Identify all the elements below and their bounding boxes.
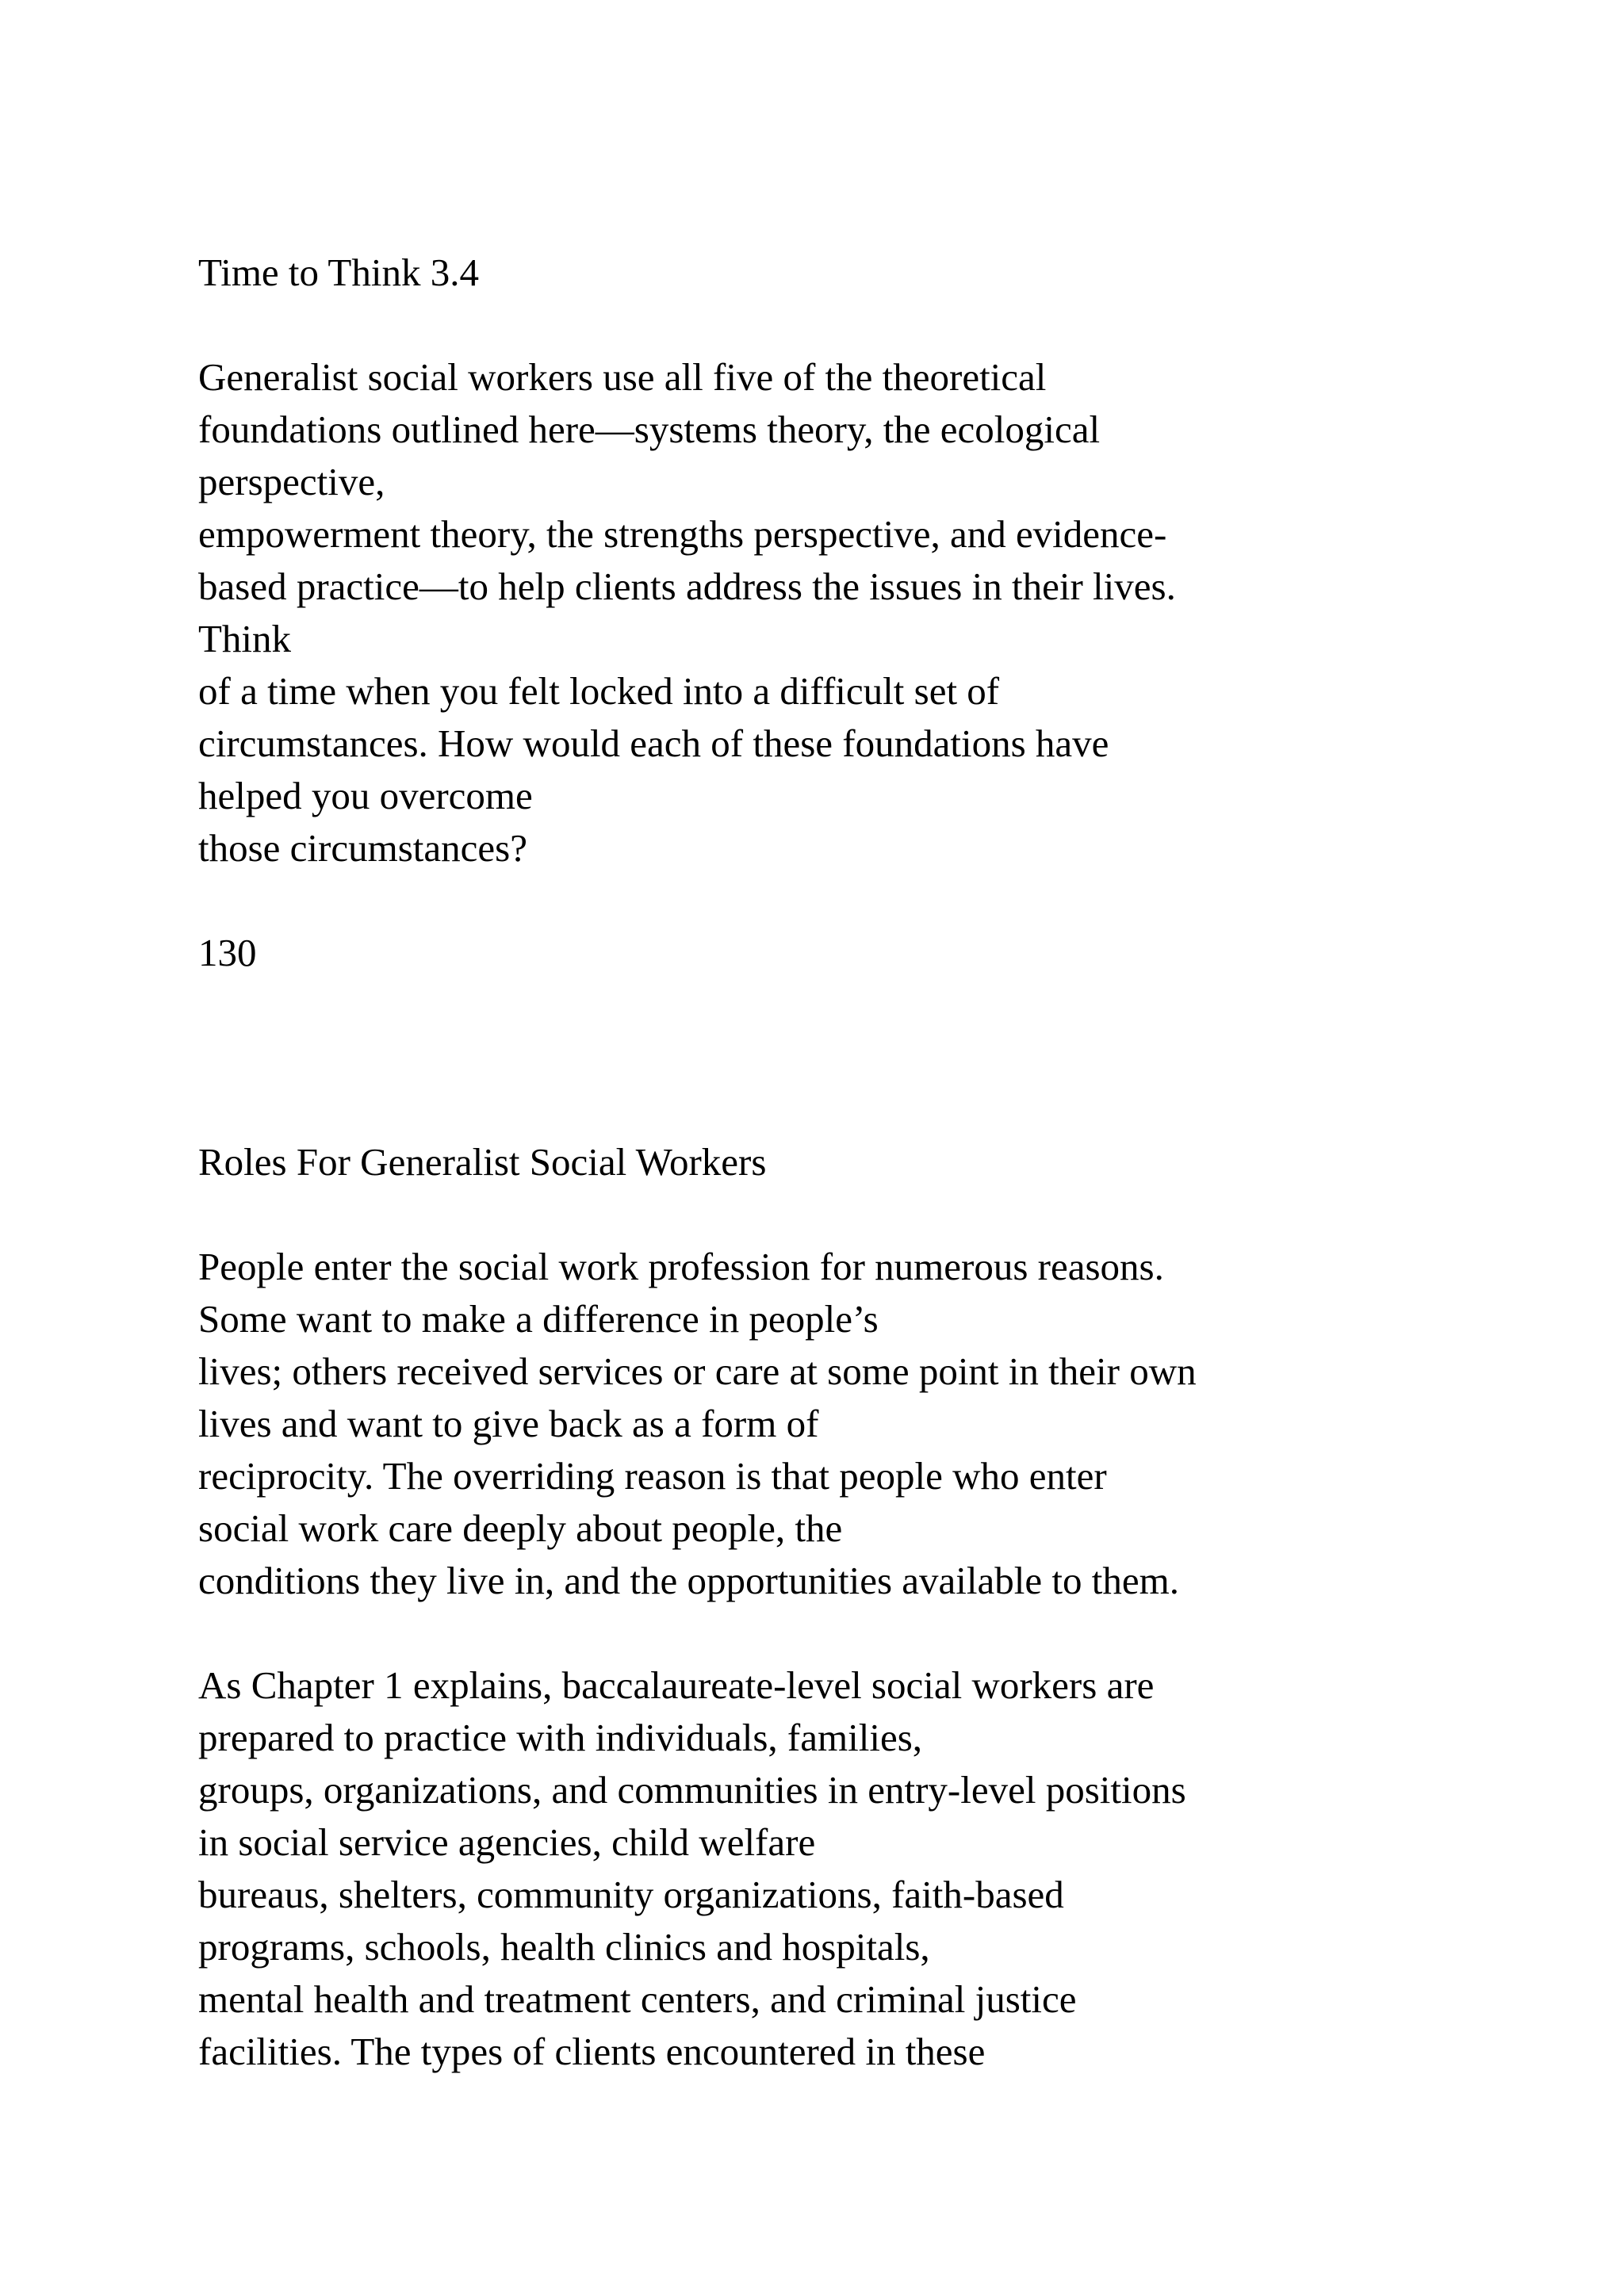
text-line: People enter the social work profession for numerous reasons. <box>198 1245 1164 1288</box>
paragraph-reasons <box>198 1241 1586 1607</box>
page-content <box>198 247 1586 2078</box>
spacer <box>198 874 1586 927</box>
text-line: lives; others received services or care at some point in their own <box>198 1349 1197 1393</box>
paragraph-chapter-1 <box>198 1659 1586 2078</box>
section-heading-roles: Roles For Generalist Social Workers <box>198 1140 767 1184</box>
text-line: social work care deeply about people, the <box>198 1506 843 1550</box>
spacer <box>198 1607 1586 1659</box>
paragraph-time-to-think <box>198 351 1586 874</box>
text-line: based practice—to help clients address the issues in their lives. <box>198 564 1176 608</box>
spacer <box>198 299 1586 351</box>
text-line: empowerment theory, the strengths perspective, and evidence- <box>198 512 1167 556</box>
section-heading-time-to-think: Time to Think 3.4 <box>198 251 479 294</box>
text-line: Generalist social workers use all five of the theoretical <box>198 355 1047 399</box>
text-line: groups, organizations, and communities in entry-level positions <box>198 1768 1186 1812</box>
text-line: facilities. The types of clients encountered in these <box>198 2030 986 2073</box>
text-line: those circumstances? <box>198 826 527 870</box>
spacer <box>198 1188 1586 1241</box>
text-line: As Chapter 1 explains, baccalaureate-level social workers are <box>198 1663 1155 1707</box>
text-line: of a time when you felt locked into a difficult set of <box>198 669 1000 713</box>
text-line: in social service agencies, child welfare <box>198 1820 816 1864</box>
text-line: helped you overcome <box>198 774 533 817</box>
text-line: programs, schools, health clinics and hospitals, <box>198 1925 930 1969</box>
text-line: Some want to make a difference in people’s <box>198 1297 879 1341</box>
text-line: conditions they live in, and the opportunities available to them. <box>198 1559 1179 1602</box>
text-line: perspective, <box>198 460 385 503</box>
text-line: foundations outlined here—systems theory, the ecological <box>198 408 1101 451</box>
page-number: 130 <box>198 931 257 974</box>
text-line: reciprocity. The overriding reason is that people who enter <box>198 1454 1107 1498</box>
text-line: bureaus, shelters, community organizations, faith-based <box>198 1873 1064 1916</box>
spacer <box>198 979 1586 1136</box>
text-line: mental health and treatment centers, and criminal justice <box>198 1977 1077 2021</box>
text-line: lives and want to give back as a form of <box>198 1402 819 1445</box>
text-line: circumstances. How would each of these foundations have <box>198 721 1109 765</box>
text-line: prepared to practice with individuals, families, <box>198 1716 923 1759</box>
text-line: Think <box>198 617 292 660</box>
